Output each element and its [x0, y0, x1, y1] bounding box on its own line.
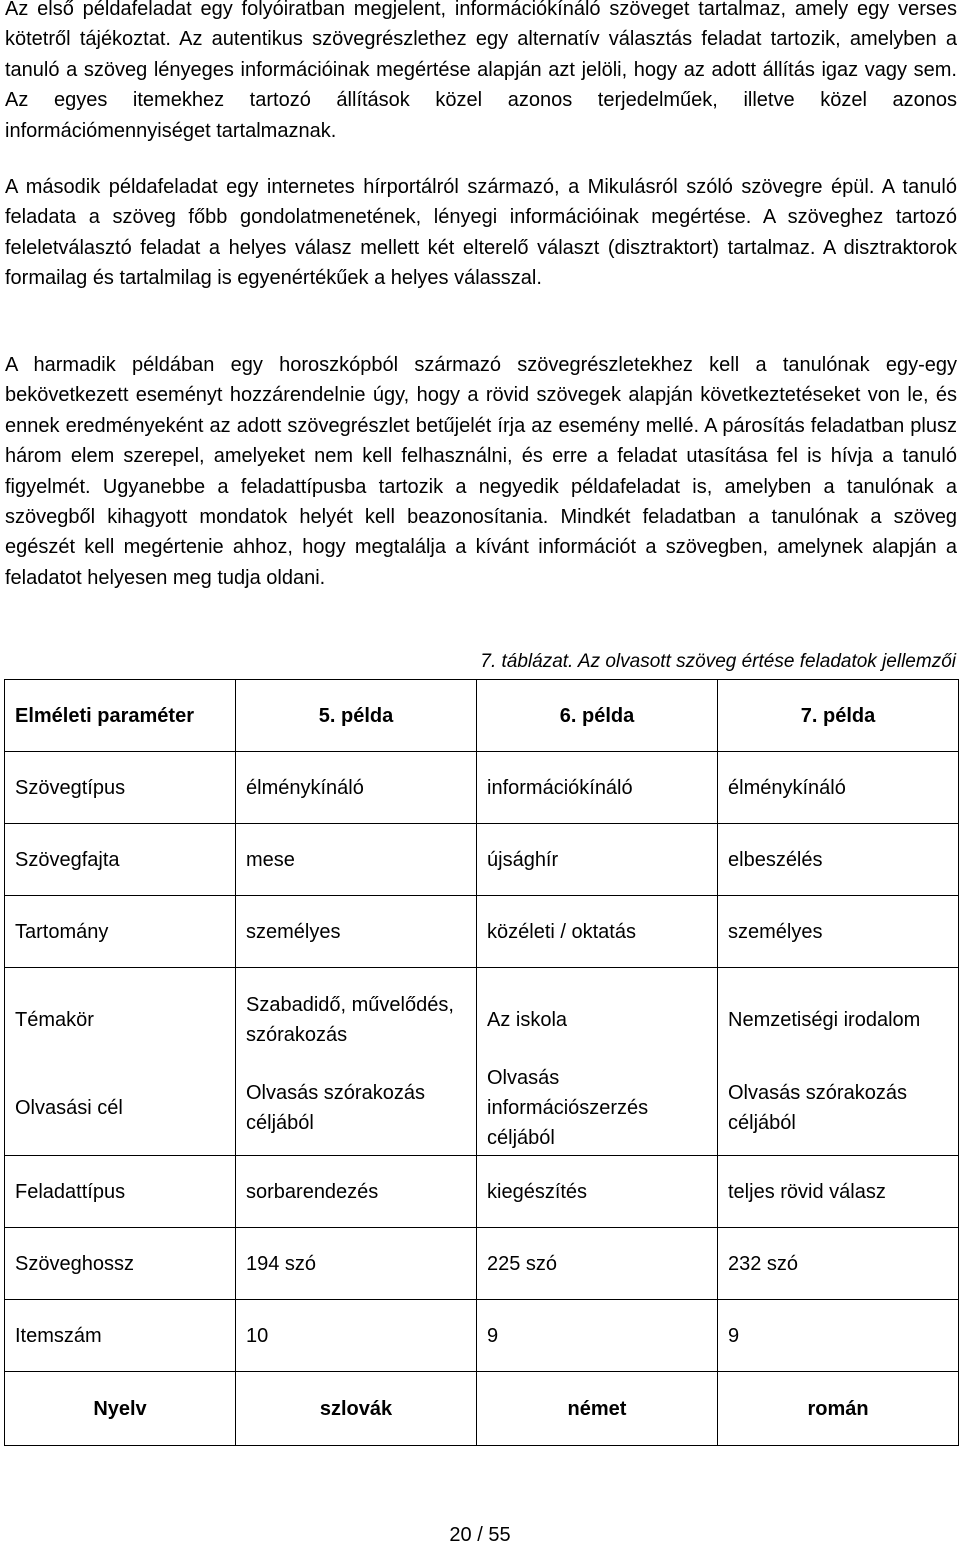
table-cell: 10: [236, 1300, 477, 1372]
table-cell: 232 szó: [718, 1228, 959, 1300]
table-row: [5, 1228, 959, 1300]
table-row-language: [5, 1372, 959, 1446]
table-cell: Tartomány: [5, 896, 236, 968]
cell-topic-value: Nemzetiségi irodalom: [728, 1009, 921, 1031]
header-cell: 5. példa: [236, 680, 477, 752]
table-row: [5, 896, 959, 968]
cell-goal-label: Olvasási cél: [15, 1096, 123, 1119]
table-cell: Szövegtípus: [5, 752, 236, 824]
table-cell: szlovák: [236, 1372, 477, 1446]
table-cell: újsághír: [477, 824, 718, 896]
cell-goal-value: Olvasás szórakozás céljából: [246, 1081, 425, 1134]
table-cell: sorbarendezés: [236, 1156, 477, 1228]
table-cell: információkínáló: [477, 752, 718, 824]
table-header-row: [5, 680, 959, 752]
table-row-merged: [5, 968, 959, 1156]
table-cell: német: [477, 1372, 718, 1446]
paragraph-1: Az első példafeladat egy folyóiratban megjelent, információkínáló szöveget tartalmaz, amely egy verses kötetről tájékoztat. Az autentikus szövegrészlethez egy alternatív választás feladat tartozik, amelyben a tanuló a szöveg lényeges információinak megértése alapján azt jelöli, hogy az adott állítás igaz vagy sem. Az egyes itemekhez tartozó állítások közel azonos terjedelműek, illetve közel azonos információmennyiséget tartalmaznak.: [5, 0, 957, 142]
cell-goal-value: Olvasás információszerzés céljából: [487, 1066, 649, 1149]
table-cell: személyes: [718, 896, 959, 968]
table-row: [5, 1300, 959, 1372]
parameters-table: [4, 679, 959, 1446]
table-cell: Feladattípus: [5, 1156, 236, 1228]
table-caption: 7. táblázat. Az olvasott szöveg értése feladatok jellemzői: [480, 651, 956, 672]
table-cell: Nyelv: [5, 1372, 236, 1446]
table-cell: közéleti / oktatás: [477, 896, 718, 968]
table-cell: 9: [718, 1300, 959, 1372]
paragraph-2: A második példafeladat egy internetes hírportálról származó, a Mikulásról szóló szövegre épül. A tanuló feladata a szöveg főbb gondolatmenetének, lényegi információinak megértése. A szöveghez tartozó feleletválasztó feladat a helyes válasz mellett két elterelő választ (disztraktort) tartalmaz. A disztraktorok formailag és tartalmilag is egyenértékűek a helyes válasszal.: [5, 176, 957, 290]
table-cell: 225 szó: [477, 1228, 718, 1300]
page-number: 20 / 55: [449, 1524, 511, 1546]
cell-topic-value: Az iskola: [487, 1009, 568, 1031]
cell-goal-value: Olvasás szórakozás céljából: [728, 1081, 907, 1134]
table-row: [5, 752, 959, 824]
table-cell: [236, 968, 477, 1156]
table-cell: mese: [236, 824, 477, 896]
table-cell: élménykínáló: [236, 752, 477, 824]
table-cell: kiegészítés: [477, 1156, 718, 1228]
header-cell: 7. példa: [718, 680, 959, 752]
table-cell: [718, 968, 959, 1156]
table-cell: Szöveghossz: [5, 1228, 236, 1300]
cell-topic-value: Szabadidő, művelődés, szórakozás: [246, 994, 454, 1046]
table-cell: Itemszám: [5, 1300, 236, 1372]
header-cell: 6. példa: [477, 680, 718, 752]
header-cell: Elméleti paraméter: [5, 680, 236, 752]
table-row: [5, 824, 959, 896]
table-cell: teljes rövid válasz: [718, 1156, 959, 1228]
table-cell: 9: [477, 1300, 718, 1372]
table-cell: Szövegfajta: [5, 824, 236, 896]
table-cell: 194 szó: [236, 1228, 477, 1300]
table-cell: [477, 968, 718, 1156]
table-cell: elbeszélés: [718, 824, 959, 896]
table-cell: személyes: [236, 896, 477, 968]
cell-topic-label: Témakör: [15, 1009, 94, 1031]
table-cell: [5, 968, 236, 1156]
table-row: [5, 1156, 959, 1228]
table-cell: román: [718, 1372, 959, 1446]
paragraph-3: A harmadik példában egy horoszkópból származó szövegrészletekhez kell a tanulónak egy-egy bekövetkezett eseményt hozzárendelnie úgy, hogy a rövid szövegek alapján következtetéseket von le, és ennek eredményeként az adott szövegrészlet betűjelét írja az esemény mellé. A párosítás feladatban plusz három elem szerepel, amelyeket nem kell felhasználni, és erre a feladat utasítása fel is hívja a tanuló figyelmét. Ugyanebbe a feladattípusba tartozik a negyedik példafeladat is, amelyben a tanulónak a szövegből kihagyott mondatok helyét kell beazonosítania. Mindkét feladatban a tanulónak a szöveg egészét kell megértenie ahhoz, hogy megtalálja a kívánt információt a szövegben, amelynek alapján a feladatot helyesen meg tudja oldani.: [5, 354, 957, 589]
table-cell: élménykínáló: [718, 752, 959, 824]
